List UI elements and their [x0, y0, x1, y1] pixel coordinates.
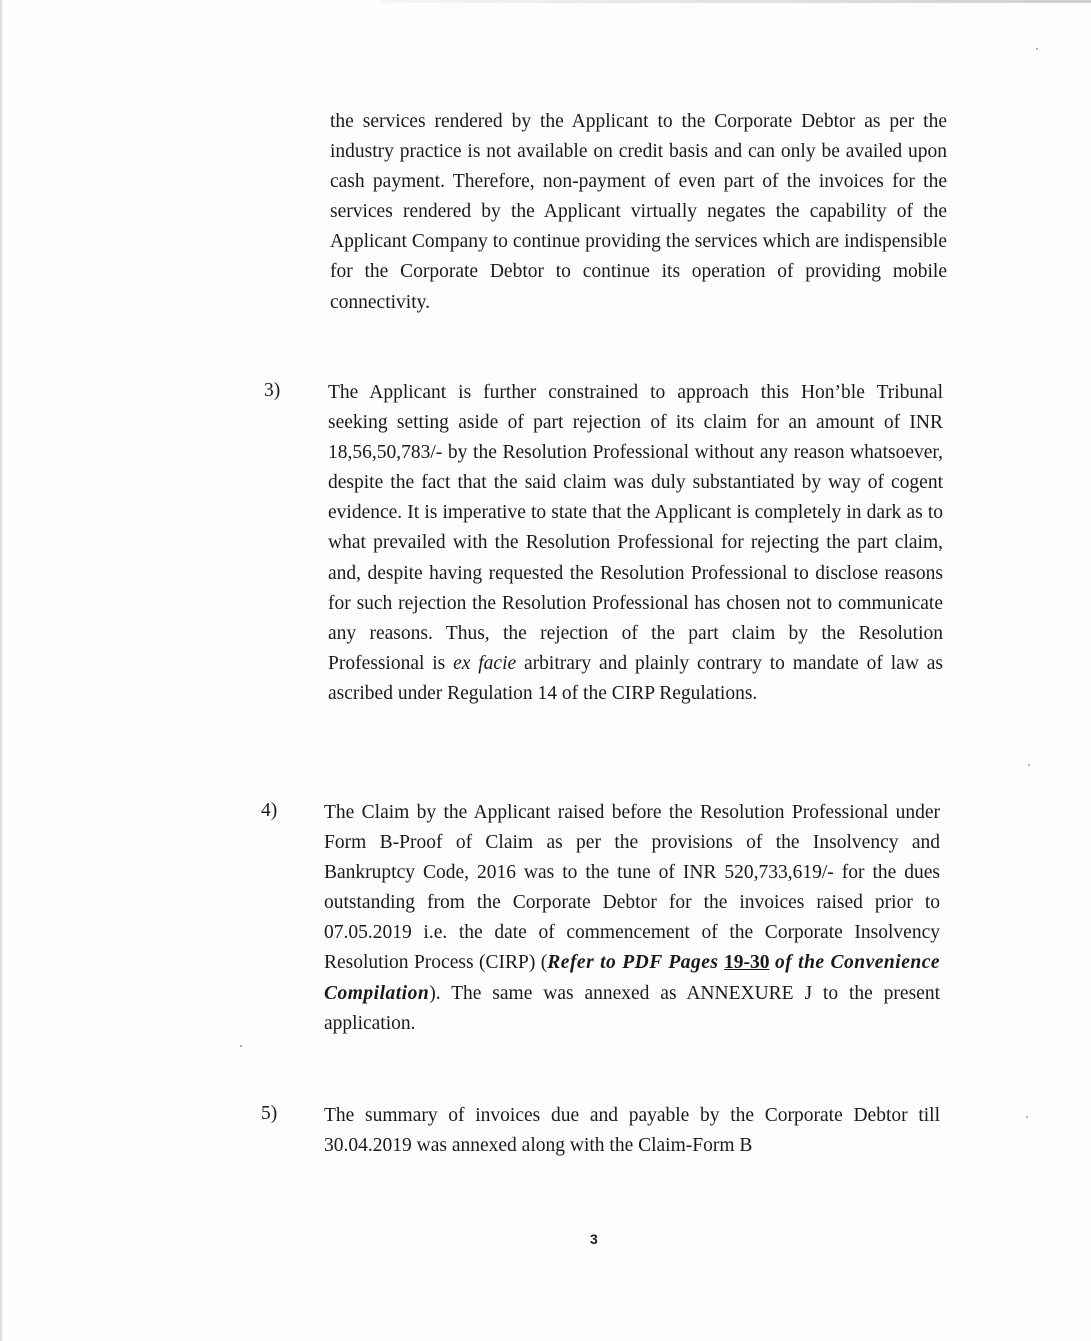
paragraph-number: 5): [261, 1103, 278, 1124]
scan-edge-left: [0, 0, 3, 1341]
paragraph-5: The summary of invoices due and payable by the Corporate Debtor till 30.04.2019 was annexed along with the Claim-Form B: [324, 1105, 940, 1157]
paragraph-4-text: The Claim by the Applicant raised before the Resolution Professional under Form B-Proof of Claim as per the provisions of the Insolvency and Bankruptcy Code, 2016 was to the tune of INR 520,733,619/- for the dues outstanding from the Corporate Debtor for the invoices raised prior to 07.05.2019 i.e. the date of commencement of the Corporate Insolvency Resolution Process (CIRP) (: [324, 802, 940, 974]
paragraph-4-text-end: ). The same was annexed as ANNEXURE J to the present application.: [324, 982, 940, 1034]
paragraph-continuation: the services rendered by the Applicant to the Corporate Debtor as per the industry practice is not available on credit basis and can only be availed upon cash payment. Therefore, non-payment of even part of the invoices for the services rendered by the Applicant virtually negates the capability of the Applicant Company to continue providing the services which are indispensible for the Corporate Debtor to continue its operation of providing mobile connectivity.: [330, 111, 947, 313]
paragraph-3-text: The Applicant is further constrained to approach this Hon’ble Tribunal seeking setting aside of part rejection of its claim for an amount of INR 18,56,50,783/- by the Resolution Professional without any reason whatsoever, despite the fact that the said claim was duly substantiated by way of cogent evidence. It is imperative to state that the Applicant is completely in dark as to what prevailed with the Resolution Professional for rejecting the part claim, and, despite having requested the Resolution Professional to disclose reasons for such rejection the Resolution Professional has chosen not to communicate any reasons. Thus, the rejection of the part claim by the Resolution Professional is: [328, 382, 943, 674]
reference-pages: 19-30: [723, 952, 770, 974]
scan-speck: [1028, 764, 1030, 766]
reference-prefix: Refer to PDF Pages: [547, 952, 719, 974]
paragraph-4: [324, 798, 940, 1039]
paragraph-3-text-end: arbitrary and plainly contrary to mandate of law as ascribed under Regulation 14 of the CIRP Regulations.: [328, 652, 943, 704]
scan-edge-top: [380, 0, 1091, 3]
paragraph-number: 4): [261, 800, 278, 821]
scan-speck: [1036, 48, 1038, 50]
page-number: 3: [590, 1231, 598, 1247]
paragraph-number: 3): [264, 380, 281, 401]
scan-speck: [240, 1045, 242, 1047]
italic-ex-facie: ex facie: [453, 652, 517, 674]
reference-suffix: of the Convenience Compilation: [324, 952, 941, 1004]
scan-speck: [1026, 1116, 1028, 1118]
paragraph-3: [328, 378, 943, 709]
